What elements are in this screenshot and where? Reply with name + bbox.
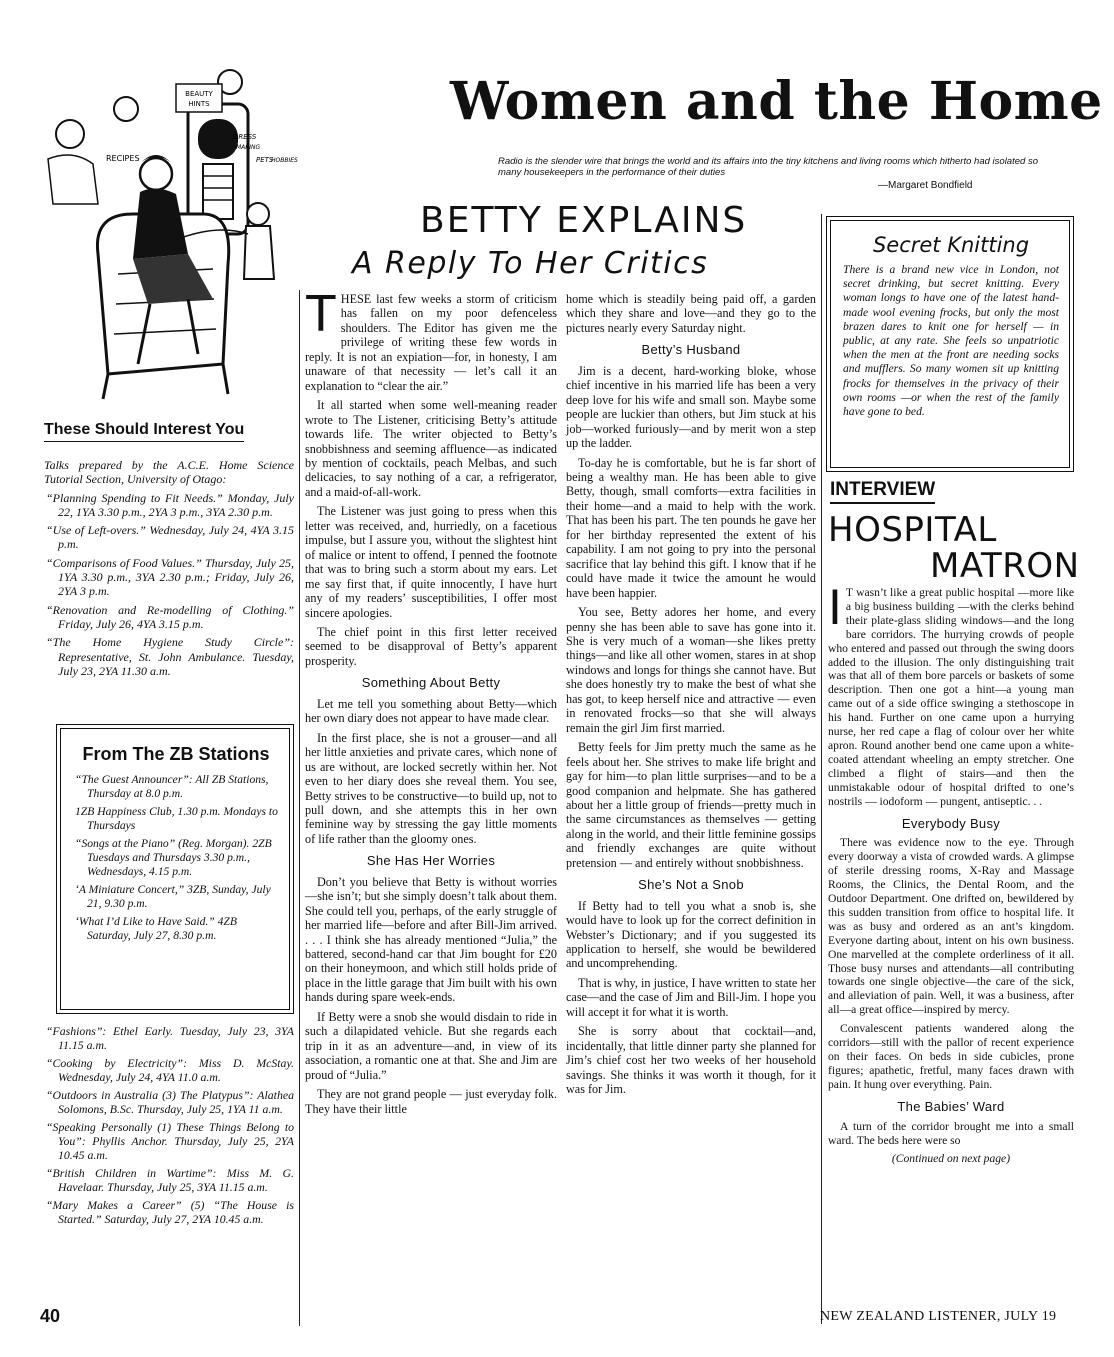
- list-item: “Speaking Personally (1) These Things Belong to You”: Phyllis Anchor. Thursday, July 25, 2YA 10.45 a.m.: [46, 1120, 294, 1162]
- subhead: She’s Not a Snob: [638, 877, 744, 893]
- list-item: “Comparisons of Food Values.” Thursday, July 25, 1YA 3.30 p.m., 3YA 2.30 p.m.; Friday, July 26, 2YA 3 p.m.: [46, 555, 294, 599]
- list-item: ‘What I’d Like to Have Said.” 4ZB Saturday, July 27, 8.30 p.m.: [75, 915, 237, 942]
- list-item: “Mary Makes a Career” (5) “The House is Started.” Saturday, July 27, 2YA 10.45 a.m.: [46, 1198, 294, 1226]
- paragraph: A turn of the corridor brought me into a small ward. The beds here were so: [828, 1119, 1074, 1147]
- paragraph: If Betty were a snob she would disdain to ride in such a dilapidated vehicle. But she regards each trip in it as an adventure—and, in view of its association, a romantic one at that. She and Jim are proud of “Julia.”: [305, 1009, 557, 1082]
- interview-col: [828, 579, 1074, 1166]
- drop-cap: T: [305, 285, 337, 343]
- paragraph: Don’t you believe that Betty is without worries—she isn’t; but she simply doesn’t talk about them. She could tell you, perhaps, of the early struggle of her married life—before and after Bill-Jim arrived. . . . I think she has already mentioned “Julia,” the battered, second-hand car that Jim bought for £20 on their honeymoon, and which still holds pride of place in the little garage that Jim built with his own hands during spare week-ends.: [305, 874, 557, 1005]
- paragraph: If Betty had to tell you what a snob is, she would have to look up for the correct definition in Webster’s Dictionary; and if you suggested its application to herself, she would be bewildered and uncomprehending.: [566, 898, 816, 971]
- interest-heading: These Should Interest You: [44, 420, 244, 442]
- interview-title-1: HOSPITAL: [828, 510, 997, 550]
- subhead: The Babies’ Ward: [897, 1098, 1005, 1114]
- knitting-box: [830, 220, 1070, 468]
- betty-col-2: [566, 292, 816, 1102]
- subhead: Betty’s Husband: [641, 342, 741, 358]
- betty-title: BETTY EXPLAINS: [420, 200, 748, 241]
- list-item: “The Home Hygiene Study Circle”: Representative, St. John Ambulance. Tuesday, July 23, 2YA 11.30 a.m.: [46, 635, 294, 678]
- paragraph: Betty feels for Jim pretty much the same as he feels about her. She strives to make life bright and gay for him—to plan little surprises—and to be a good companion and helpmate. She has gathered about her a little group of friends—pretty much in the same circumstances as themselves — getting along in the world, and their little feminine gossips and friendly exchanges are quite without pretension — and entirely without snobbishness.: [566, 740, 816, 870]
- svg-text:DRESS: DRESS: [233, 133, 257, 141]
- list-item: “Fashions”: Ethel Early. Tuesday, July 23, 3YA 11.15 a.m.: [46, 1024, 294, 1052]
- interview-title-2: MATRON: [930, 546, 1080, 586]
- zb-heading: From The ZB Stations: [82, 744, 270, 764]
- svg-text:HOBBIES: HOBBIES: [271, 157, 298, 164]
- interview-kicker: INTERVIEW: [830, 478, 935, 504]
- svg-text:PETS: PETS: [256, 156, 274, 164]
- list-item: “British Children in Wartime”: Miss M. G. Havelaar. Thursday, July 25, 3YA 11.15 a.m.: [46, 1166, 294, 1194]
- list-item: “Cooking by Electricity”: Miss D. McStay. Wednesday, July 24, 4YA 11.0 a.m.: [46, 1056, 294, 1084]
- betty-col-1: [305, 285, 557, 1121]
- paragraph: The Listener was just going to press when this letter was received, and, hurriedly, on a facetious impulse, but I assure you, without the slightest hint of malice or intent to offend, I penned the footnote that was to bring such a storm about my ears. Let me say first that, if quite innocently, I have hurt any of my readers’ susceptibilities, I offer most sincere apologies.: [305, 504, 557, 620]
- interest-intro: Talks prepared by the A.C.E. Home Science Tutorial Section, University of Otago:: [44, 458, 294, 487]
- list-item: 1ZB Happiness Club, 1.30 p.m. Mondays to Thursdays: [75, 805, 278, 832]
- paragraph: It all started when some well-meaning reader wrote to The Listener, criticising Betty’s attitude towards life. The writer objected to Betty’s snobbishness and seeming affluence—as indicated by mention of cocktails, peach Melbas, and such delicacies, to say nothing of a car, a refrigerator, and a maid-of-all-work.: [305, 398, 557, 499]
- list-item: “Songs at the Piano” (Reg. Morgan). 2ZB Tuesdays and Thursdays 3.30 p.m., Wednesdays, 4.15 p.m.: [75, 837, 272, 878]
- svg-text:MAKING: MAKING: [236, 144, 261, 151]
- masthead-quote: Radio is the slender wire that brings the world and its affairs into the tiny kitchens and living rooms which hitherto had isolated so many housekeepers in the performance of their duties: [498, 156, 1038, 178]
- paragraph: Convalescent patients wandered along the corridors—still with the pallor of recent experience on their faces. On beds in side cubicles, prone figures; apathetic, fretful, many faces drawn with pain. It hung over everything. Pain.: [828, 1022, 1074, 1091]
- list-item: “Renovation and Re-modelling of Clothing.” Friday, July 26, 4YA 3.15 p.m.: [46, 602, 294, 631]
- list-item: ‘A Miniature Concert,” 3ZB, Sunday, July 21, 9.30 p.m.: [75, 883, 271, 910]
- subhead: Something About Betty: [361, 675, 501, 691]
- knitting-body: There is a brand new vice in London, not secret drinking, but secret knitting. Every woman longs to have one of the latest hand-made wool evening frocks, but only the most brazen dares to knit one for herself — in public, at any rate. She feels so unpatriotic when the men at the front are needing socks and mufflers. So many women sit up knitting frocks for themselves in the privacy of their own rooms —or when the rest of the family have gone to bed.: [843, 263, 1059, 419]
- paragraph: You see, Betty adores her home, and every penny she has been able to save has gone into it. She is very much of a woman—she likes pretty things—and like all other women, stares in at shop windows and longs for things she cannot have. But she does honestly try to make the best of what she has got, to keep herself nice and attractive — even in renovated frocks—so that she will always remain the girl Jim first married.: [566, 605, 816, 735]
- paragraph: There was evidence now to the eye. Through every doorway a vista of crowded wards. A glimpse of sterile dressing rooms, X-Ray and Massage Rooms, the Clinics, the Dental Room, and the Outdoor Department. One drifted on, bewildered by this sudden transition from office to hospital life. It was as busy and ordered as an ant’s kingdom. Everyone darting about, intent on his own business. One marvelled at the complete orderliness of it all. Those busy nurses and attendants—all contributing towards one single objective—the care of the sick, and alleviation of pain. Well, it was a business, after all—a great office—inspired by mercy.: [828, 836, 1074, 1017]
- label-beauty: BEAUTY: [185, 90, 213, 98]
- radio-women-illustration: [38, 64, 298, 416]
- list-item: “The Guest Announcer”: All ZB Stations, Thursday at 8.0 p.m.: [75, 773, 269, 800]
- paragraph: HESE last few weeks a storm of criticism has fallen on my poor defenceless shoulders. The Editor has given me the privilege of writing these few words in reply. It is not an expiation—for, in honesty, I am unaware of that necessity — let’s call it an explanation to “clear the air.”: [305, 292, 557, 393]
- paragraph: T wasn’t like a great public hospital —more like a big business building —with the clerks behind their plate-glass sliding windows—and the long bare corridors. The hurrying crowds of people who entered and passed out through the swing doors added to the illusion. The only distinguishing trait was that all of them bore parcels or baskets of some description. Then one got a hint—a young man came out of a side office swinging a stethoscope in his hand. Further on one came upon a hurrying nurse, her red cape a flag of colour over her white apron. Round another bend one came upon a white-coated attendant wheeling an empty stretcher. One climbed a flight of stairs—and then the unmistakable odour of hospital drifted to one’s nostrils — iodoform — pungent, antiseptic. . .: [828, 586, 1074, 808]
- paragraph: She is sorry about that cocktail—and, incidentally, that little dinner party she planned for Jim’s chief cost her two weeks of her household savings. She thinks it was worth it though, for it was for Jim.: [566, 1024, 816, 1097]
- interest-block: [44, 458, 294, 682]
- paragraph: Jim is a decent, hard-working bloke, whose chief incentive in his married life has been a very deep love for his wife and small son. Maybe some people are luckier than others, but Jim stuck at his job—worked furiously—and by merit won a step up the ladder.: [566, 363, 816, 451]
- subhead: She Has Her Worries: [366, 853, 496, 869]
- svg-text:RECIPES: RECIPES: [106, 154, 140, 163]
- label-hints: HINTS: [188, 100, 210, 108]
- betty-subtitle: A Reply To Her Critics: [352, 246, 709, 281]
- drop-cap: I: [828, 579, 842, 635]
- masthead-title: Women and the Home: [450, 71, 1103, 132]
- paragraph: Let me tell you something about Betty—which her own diary does not appear to have made clear.: [305, 696, 557, 726]
- continued-note: (Continued on next page): [891, 1152, 1011, 1166]
- quote-author: —Margaret Bondfield: [878, 180, 973, 191]
- list-item: “Planning Spending to Fit Needs.” Monday, July 22, 1YA 3.30 p.m., 2YA 3 p.m., 3YA 2.30 p.m.: [46, 490, 294, 519]
- subhead: Everybody Busy: [901, 815, 1001, 831]
- paragraph: The chief point in this first letter received seemed to be disapproval of Betty’s apparent prosperity.: [305, 624, 557, 668]
- page-number: 40: [40, 1306, 61, 1326]
- paragraph: In the first place, she is not a grouser—and all her little anxieties and private cares, which none of us are without, are locked secretly within her. Not even to her diary does she reveal them. You see, Betty strives to be constructive—to build up, not to pull down, and she attempts this in her own feminine way by stressing the gay little moments of life rather than the gloomy ones.: [305, 730, 557, 846]
- paragraph: They are not grand people — just everyday folk. They have their little: [305, 1087, 557, 1116]
- paragraph: To-day he is comfortable, but he is far short of being a wealthy man. He has been able to give Betty, though, small comforts—extra facilities in their home—and a maid to help with the work. That has been his part. The ten pounds he gave her for her birthday represented the extent of his capability. I am not going to pry into the personal sacrifice that lay behind this gift. I know that if he could have made it twice the amount he would have been happier.: [566, 455, 816, 600]
- more-talks: [44, 1024, 294, 1230]
- publication-footer: NEW ZEALAND LISTENER, JULY 19: [820, 1309, 1057, 1324]
- knitting-heading: Secret Knitting: [872, 233, 1030, 257]
- list-item: “Use of Left-overs.” Wednesday, July 24, 4YA 3.15 p.m.: [46, 523, 294, 552]
- paragraph: home which is steadily being paid off, a garden which they share and love—and they go to the pictures nearly every Saturday night.: [566, 292, 816, 335]
- illustration: [38, 64, 298, 416]
- zb-box: [60, 728, 290, 1010]
- paragraph: That is why, in justice, I have written to state her case—and the case of Jim and Bill-Jim. I hope you will accept it for what it is worth.: [566, 975, 816, 1019]
- list-item: “Outdoors in Australia (3) The Platypus”: Alathea Solomons, B.Sc. Thursday, July 25, 1YA 11 a.m.: [46, 1088, 294, 1116]
